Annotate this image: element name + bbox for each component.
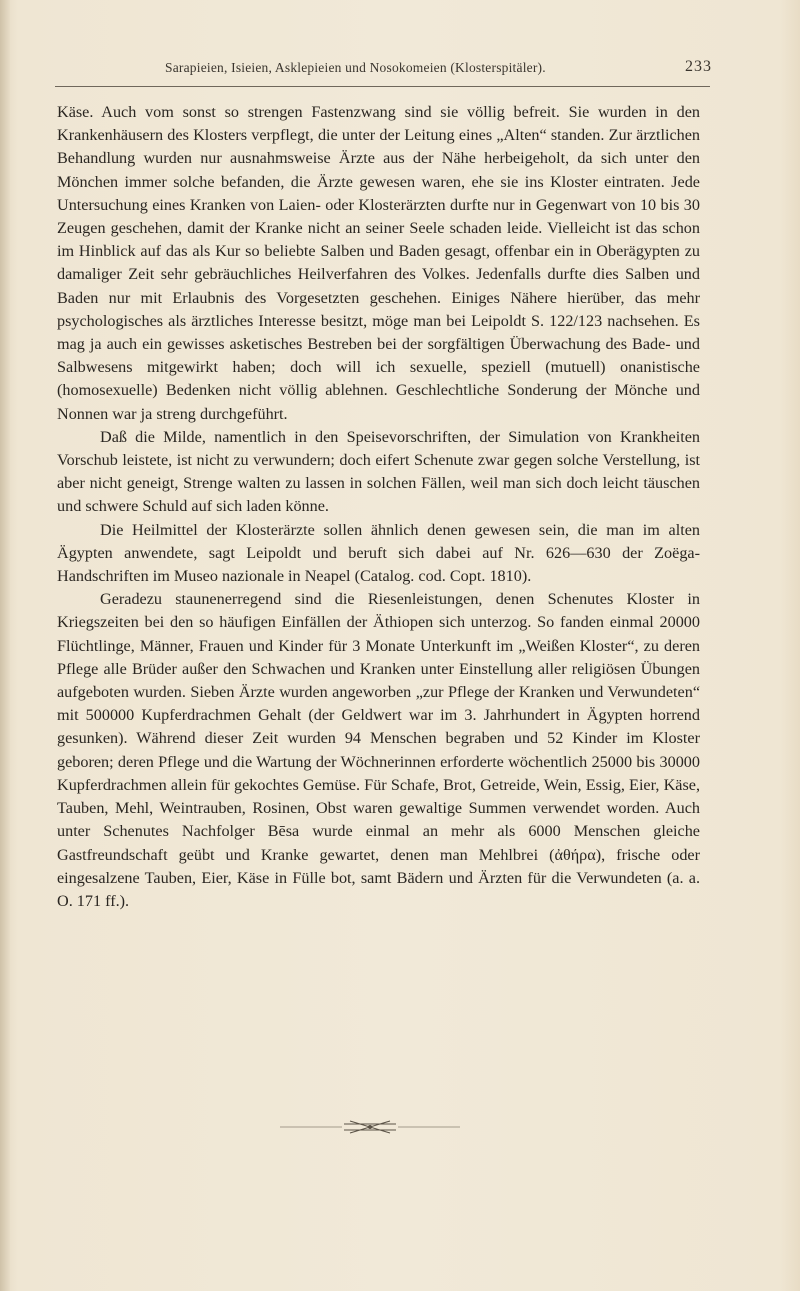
running-head: Sarapieien, Isieien, Asklepieien und Nosokomeien (Klosterspitäler). bbox=[165, 60, 546, 75]
page-header bbox=[55, 58, 710, 84]
body-text bbox=[57, 101, 700, 913]
page-gutter bbox=[0, 0, 10, 1291]
paragraph: Käse. Auch vom sonst so strengen Fastenzwang sind sie völlig befreit. Sie wurden in den Krankenhäusern des Klosters verpflegt, die unter der Leitung eines „Alten“ standen. Zur ärztlichen Behandlung wurden nur ausnahmsweise Ärzte aus der Nähe herbeigeholt, da sich unter den Mönchen immer solche befanden, die Ärzte gewesen waren, ehe sie ins Kloster eintraten. Jede Untersuchung eines Kranken von Laien- oder Klosterärzten durfte nur in Gegenwart von 10 bis 30 Zeugen geschehen, damit der Kranke nicht an seiner Seele schaden leide. Vielleicht ist das schon im Hinblick auf das als Kur so beliebte Salben und Baden gesagt, offenbar ein in Oberägypten zu damaliger Zeit sehr gebräuchliches Heilverfahren des Volkes. Jedenfalls durfte dies Salben und Baden nur mit Erlaubnis des Vorgesetzten geschehen. Einiges Nähere hierüber, das mehr psychologisches als ärztliches Interesse besitzt, möge man bei Leipoldt S. 122/123 nachsehen. Es mag ja auch ein gewisses asketisches Bestreben bei der sorgfältigen Überwachung des Bade- und Salbwesens mitgewirkt haben; doch will ich sexuelle, speziell (mutuell) onanistische (homosexuelle) Bedenken nicht völlig ablehnen. Geschlechtliche Sonderung der Mönche und Nonnen war ja streng durchgeführt. bbox=[57, 103, 700, 423]
header-rule bbox=[55, 86, 710, 87]
section-end-ornament bbox=[280, 1117, 460, 1137]
page-number: 233 bbox=[685, 58, 712, 75]
paragraph: Daß die Milde, namentlich in den Speisevorschriften, der Simulation von Krankheiten Vorschub leistete, ist nicht zu verwundern; doch eifert Schenute zwar gegen solche Verstellung, ist aber nicht geneigt, Strenge walten zu lassen in solchen Fällen, weil man sich doch leicht täuschen und schwere Schuld auf sich laden könne. bbox=[57, 427, 700, 516]
paragraph: Die Heilmittel der Klosterärzte sollen ähnlich denen gewesen sein, die man im alten Ägypten anwendete, sagt Leipoldt und beruft sich dabei auf Nr. 626—630 der Zoëga-Handschriften im Museo nazionale in Neapel (Catalog. cod. Copt. 1810). bbox=[57, 520, 700, 586]
paragraph: Geradezu staunenerregend sind die Riesenleistungen, denen Schenutes Kloster in Kriegszeiten bei den so häufigen Einfällen der Äthiopen sich unterzog. So fanden einmal 20000 Flüchtlinge, Männer, Frauen und Kinder für 3 Monate Unterkunft im „Weißen Kloster“, zu deren Pflege alle Brüder außer den Schwachen und Kranken unter Einstellung aller religiösen Übungen aufgeboten wurden. Sieben Ärzte wurden angeworben „zur Pflege der Kranken und Verwundeten“ mit 500000 Kupferdrachmen Gehalt (der Geldwert war im 3. Jahrhundert in Ägypten horrend gesunken). Während dieser Zeit wurden 94 Menschen begraben und 52 Kinder im Kloster geboren; deren Pflege und die Wartung der Wöchnerinnen erforderte wöchentlich 25000 bis 30000 Kupferdrachmen allein für gekochtes Gemüse. Für Schafe, Brot, Getreide, Wein, Essig, Eier, Käse, Tauben, Mehl, Weintrauben, Rosinen, Obst waren gewaltige Summen verwendet worden. Auch unter Schenutes Nachfolger Bēsa wurde einmal an mehr als 6000 Menschen gleiche Gastfreundschaft geübt und Kranke gewartet, denen man Mehlbrei (ἀθήρα), frische oder eingesalzene Tauben, Eier, Käse in Fülle bot, samt Bädern und Ärzten für die Verwundeten (a. a. O. 171 ff.). bbox=[57, 590, 700, 910]
